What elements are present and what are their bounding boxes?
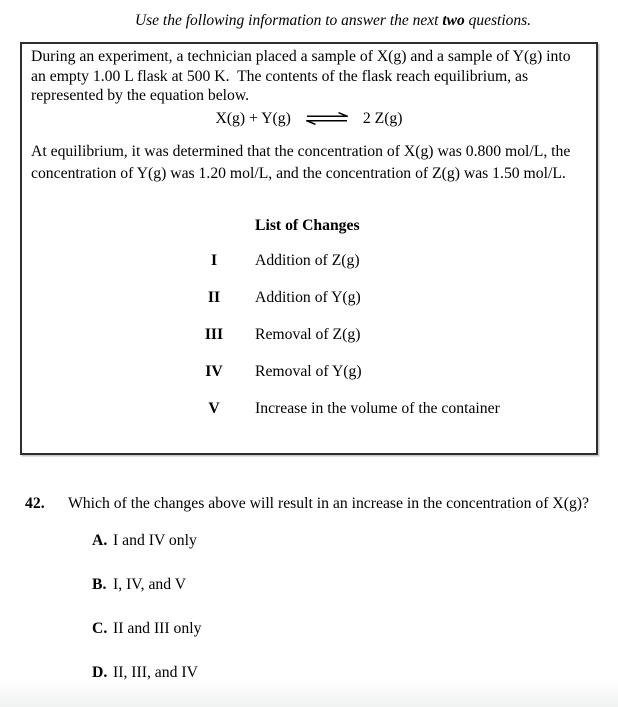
instruction-banner [48, 12, 618, 30]
option-label: B. [92, 576, 107, 593]
change-numeral: III [204, 325, 224, 343]
change-item-5 [22, 399, 596, 419]
answer-option-c [92, 619, 612, 639]
change-text: Removal of Y(g) [255, 362, 362, 380]
equilibrium-line: At equilibrium, it was determined that the concentration of X(g) was 0.800 mol/L, the [31, 142, 571, 160]
option-label: C. [92, 620, 108, 637]
instruction-emphasis: two [442, 12, 465, 29]
equation-lhs: X(g) + Y(g) [215, 109, 291, 127]
change-numeral: II [207, 288, 221, 306]
instruction-prefix: Use the following information to answer the next [134, 12, 443, 29]
instruction-suffix: questions. [464, 12, 532, 29]
question-number: 42. [25, 495, 45, 512]
answer-option-b [92, 575, 612, 595]
question-text: Which of the changes above will result in an increase in the concentration of X(g)? [68, 495, 589, 512]
change-text: Addition of Y(g) [255, 288, 361, 306]
option-label: D. [92, 664, 108, 681]
answer-option-d [92, 663, 612, 683]
option-label: A. [92, 532, 108, 549]
equilibrium-arrow-icon [304, 112, 350, 125]
change-numeral: IV [205, 362, 223, 380]
option-text: I, IV, and V [113, 576, 187, 593]
scenario-paragraph [31, 47, 587, 106]
list-of-changes-heading: List of Changes [255, 216, 360, 234]
scenario-line: an empty 1.00 L flask at 500 K. The contents of the flask reach equilibrium, as [31, 67, 529, 85]
answer-option-a [92, 531, 612, 551]
chemical-equation [22, 108, 596, 130]
change-item-4 [22, 362, 596, 382]
change-text: Addition of Z(g) [255, 251, 360, 269]
page-bottom-fade [0, 681, 618, 707]
scenario-line: During an experiment, a technician placed a sample of X(g) and a sample of Y(g) into [31, 48, 571, 65]
equilibrium-paragraph [31, 141, 587, 185]
change-item-1 [22, 251, 596, 271]
change-item-2 [22, 288, 596, 308]
change-text: Removal of Z(g) [255, 325, 361, 343]
scenario-line: represented by the equation below. [31, 87, 250, 104]
change-item-3 [22, 325, 596, 345]
change-numeral: V [208, 399, 220, 417]
option-text: I and IV only [113, 532, 197, 549]
option-text: II, III, and IV [113, 664, 198, 681]
equilibrium-line: concentration of Y(g) was 1.20 mol/L, and the concentration of Z(g) was 1.50 mol/L. [31, 164, 566, 182]
change-text: Increase in the volume of the container [255, 399, 500, 417]
question-42 [25, 494, 612, 683]
change-numeral: I [210, 251, 218, 269]
question-stem [25, 494, 612, 514]
information-box [20, 42, 598, 455]
equation-rhs: 2 Z(g) [362, 109, 403, 127]
option-text: II and III only [113, 620, 202, 637]
